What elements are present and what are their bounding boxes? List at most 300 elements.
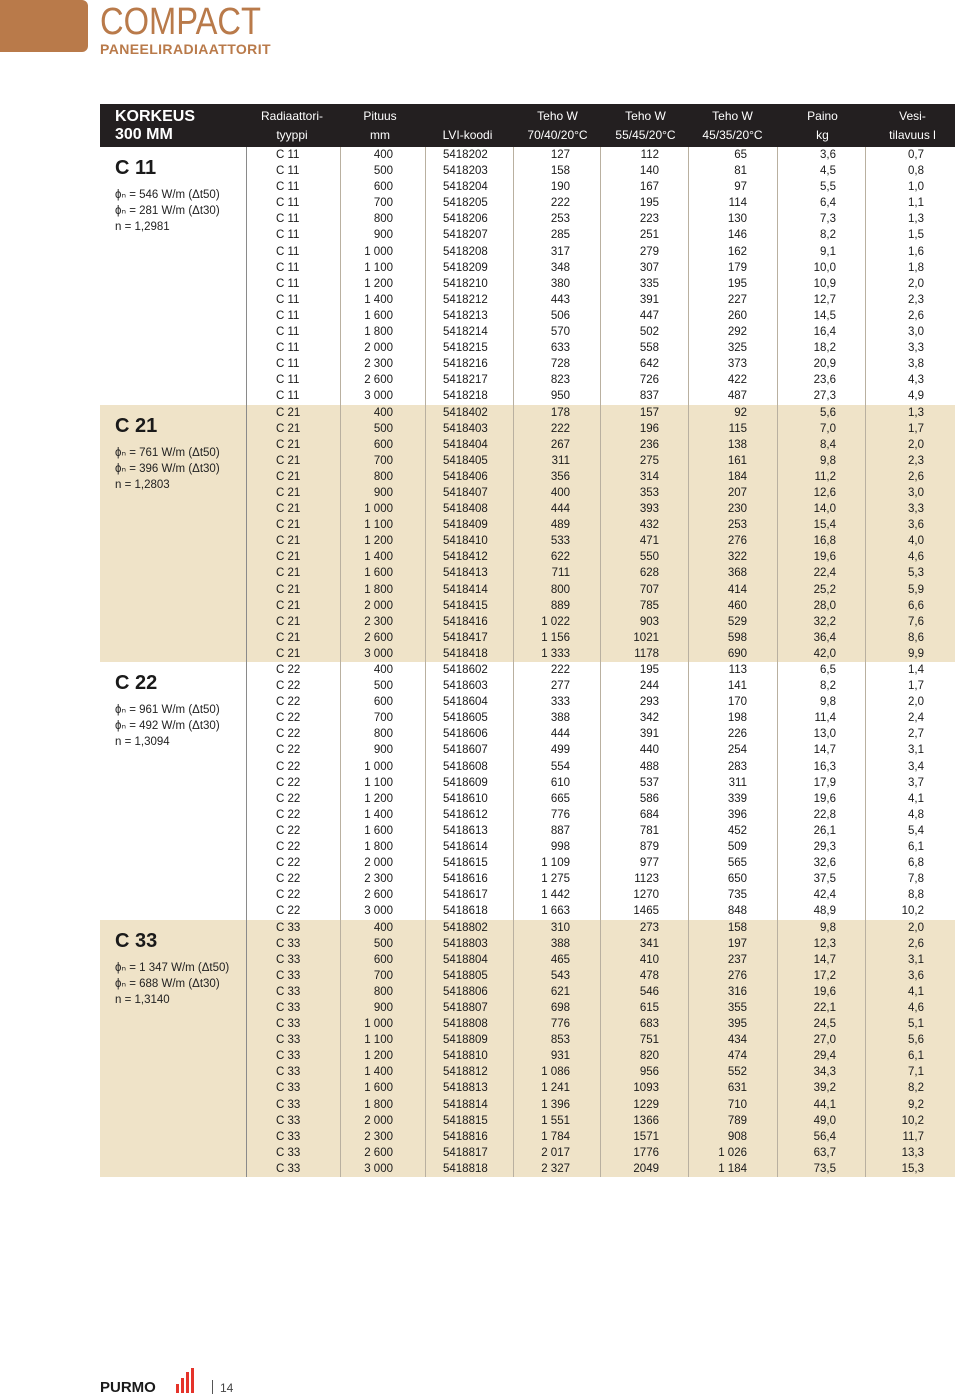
cell-length: 500	[373, 165, 393, 178]
cell-power-45: 325	[727, 342, 747, 355]
table-row	[100, 968, 955, 984]
table-row	[100, 742, 955, 758]
cell-power-70: 443	[550, 293, 570, 306]
group-spec-line1: ϕₙ = 761 W/m (Δt50)	[115, 446, 220, 459]
brand-color-block	[0, 0, 88, 52]
cell-lvi-code: 5418803	[443, 937, 488, 950]
cell-length: 1 000	[364, 1018, 393, 1031]
cell-length: 1 200	[364, 1050, 393, 1063]
cell-power-55: 726	[639, 374, 659, 387]
cell-lvi-code: 5418605	[443, 712, 488, 725]
cell-lvi-code: 5418613	[443, 824, 488, 837]
cell-power-70: 253	[550, 213, 570, 226]
cell-weight: 14,5	[813, 309, 836, 322]
cell-power-55: 1571	[633, 1130, 659, 1143]
table-row	[100, 292, 955, 308]
table-row	[100, 324, 955, 340]
cell-power-55: 615	[639, 1001, 659, 1014]
cell-type: C 11	[276, 309, 300, 322]
cell-type: C 11	[276, 213, 300, 226]
cell-power-55: 502	[639, 326, 659, 339]
cell-water-volume: 4,6	[908, 1001, 924, 1014]
cell-power-55: 195	[639, 197, 659, 210]
cell-water-volume: 3,1	[908, 744, 924, 757]
cell-length: 400	[373, 664, 393, 676]
cell-lvi-code: 5418602	[443, 664, 488, 676]
cell-lvi-code: 5418804	[443, 953, 488, 966]
cell-power-70: 622	[550, 551, 570, 564]
cell-power-55: 279	[639, 245, 659, 258]
cell-length: 1 400	[364, 808, 393, 821]
cell-power-45: 598	[727, 631, 747, 644]
cell-water-volume: 2,6	[908, 470, 924, 483]
cell-power-70: 1 551	[541, 1114, 570, 1127]
cell-power-45: 130	[727, 213, 747, 226]
cell-length: 800	[373, 470, 393, 483]
cell-power-55: 391	[639, 728, 659, 741]
cell-water-volume: 15,3	[901, 1162, 924, 1175]
cell-water-volume: 13,3	[901, 1146, 924, 1159]
cell-power-70: 1 396	[541, 1098, 570, 1111]
table-row	[100, 485, 955, 501]
cell-type: C 21	[276, 567, 301, 580]
cell-type: C 33	[276, 937, 301, 950]
cell-power-55: 342	[639, 712, 659, 725]
cell-type: C 22	[276, 728, 301, 741]
cell-power-55: 353	[639, 486, 659, 499]
cell-weight: 44,1	[813, 1098, 836, 1111]
group-spec-line1: ϕₙ = 546 W/m (Δt50)	[115, 189, 220, 201]
cell-power-55: 546	[639, 985, 659, 998]
cell-weight: 42,4	[813, 889, 836, 902]
cell-power-45: 339	[727, 792, 747, 805]
table-body	[100, 147, 955, 1177]
cell-type: C 33	[276, 1001, 301, 1014]
cell-water-volume: 7,8	[908, 873, 924, 886]
cell-lvi-code: 5418203	[443, 165, 488, 178]
cell-weight: 19,6	[813, 551, 836, 564]
cell-water-volume: 0,7	[908, 149, 924, 161]
cell-power-70: 633	[550, 342, 570, 355]
table-row	[100, 1016, 955, 1032]
page-subtitle: PANEELIRADIAATTORIT	[100, 41, 271, 57]
cell-lvi-code: 5418414	[443, 583, 488, 596]
cell-type: C 22	[276, 680, 301, 693]
group-spec-line2: ϕₙ = 492 W/m (Δt30)	[115, 720, 220, 732]
cell-power-45: 355	[727, 1001, 747, 1014]
cell-water-volume: 1,8	[908, 261, 924, 274]
cell-weight: 12,3	[813, 937, 836, 950]
cell-power-70: 1 086	[541, 1066, 570, 1079]
cell-power-70: 621	[550, 985, 570, 998]
cell-power-55: 1229	[633, 1098, 659, 1111]
cell-type: C 21	[276, 535, 301, 548]
cell-power-55: 550	[639, 551, 659, 564]
cell-power-45: 434	[727, 1034, 747, 1047]
cell-weight: 29,3	[813, 841, 836, 854]
cell-length: 3 000	[364, 647, 393, 660]
cell-power-70: 2 327	[541, 1162, 570, 1175]
cell-power-55: 447	[639, 309, 659, 322]
cell-weight: 24,5	[813, 1018, 836, 1031]
group-spec-line3: n = 1,3094	[115, 736, 170, 748]
cell-power-70: 543	[550, 969, 570, 982]
cell-type: C 11	[276, 245, 300, 258]
cell-weight: 36,4	[813, 631, 836, 644]
cell-weight: 10,9	[813, 277, 836, 290]
cell-length: 2 300	[364, 358, 393, 371]
cell-lvi-code: 5418406	[443, 470, 488, 483]
cell-weight: 37,5	[813, 873, 836, 886]
cell-type: C 33	[276, 1162, 301, 1175]
table-row	[100, 1145, 955, 1161]
cell-type: C 21	[276, 438, 301, 451]
cell-length: 2 000	[364, 599, 393, 612]
table-row	[100, 244, 955, 260]
cell-weight: 22,1	[813, 1001, 836, 1014]
cell-power-70: 444	[550, 728, 570, 741]
cell-power-45: 509	[727, 841, 747, 854]
cell-water-volume: 3,0	[908, 486, 924, 499]
cell-power-55: 410	[639, 953, 659, 966]
table-row	[100, 356, 955, 372]
cell-water-volume: 1,1	[908, 197, 924, 210]
cell-power-70: 489	[550, 519, 570, 532]
table-row	[100, 582, 955, 598]
col-header-power-70: Teho W 70/40/20°C	[527, 109, 588, 142]
cell-power-55: 488	[639, 760, 659, 773]
cell-water-volume: 3,8	[908, 358, 924, 371]
cell-power-70: 1 784	[541, 1130, 570, 1143]
cell-power-70: 931	[550, 1050, 570, 1063]
table-row	[100, 1032, 955, 1048]
table-row	[100, 388, 955, 404]
cell-length: 1 800	[364, 1098, 393, 1111]
cell-power-45: 97	[734, 181, 747, 194]
cell-power-45: 197	[727, 937, 747, 950]
table-row	[100, 791, 955, 807]
cell-type: C 21	[276, 631, 301, 644]
cell-weight: 10,0	[813, 261, 836, 274]
cell-power-70: 1 109	[541, 857, 570, 870]
cell-power-55: 2049	[633, 1162, 659, 1175]
cell-lvi-code: 5418606	[443, 728, 488, 741]
cell-weight: 19,6	[813, 792, 836, 805]
cell-power-55: 223	[639, 213, 659, 226]
cell-type: C 11	[276, 358, 300, 371]
cell-type: C 21	[276, 486, 301, 499]
cell-water-volume: 1,6	[908, 245, 924, 258]
cell-power-45: 207	[727, 486, 747, 499]
cell-water-volume: 4,9	[908, 390, 924, 403]
cell-type: C 11	[276, 181, 300, 194]
cell-power-70: 1 663	[541, 905, 570, 918]
cell-lvi-code: 5418813	[443, 1082, 488, 1095]
cell-type: C 11	[276, 165, 300, 178]
cell-weight: 39,2	[813, 1082, 836, 1095]
cell-type: C 11	[276, 374, 300, 387]
cell-weight: 28,0	[813, 599, 836, 612]
cell-type: C 21	[276, 503, 301, 516]
cell-weight: 20,9	[813, 358, 836, 371]
cell-water-volume: 3,3	[908, 342, 924, 355]
table-row	[100, 437, 955, 453]
cell-power-55: 393	[639, 503, 659, 516]
table-row	[100, 646, 955, 662]
table-row	[100, 1064, 955, 1080]
cell-power-55: 683	[639, 1018, 659, 1031]
cell-type: C 33	[276, 1066, 301, 1079]
cell-power-70: 570	[550, 326, 570, 339]
cell-power-55: 341	[639, 937, 659, 950]
cell-power-45: 260	[727, 309, 747, 322]
cell-power-55: 244	[639, 680, 659, 693]
cell-length: 2 300	[364, 1130, 393, 1143]
cell-length: 1 100	[364, 776, 393, 789]
cell-water-volume: 6,1	[908, 841, 924, 854]
cell-length: 900	[373, 1001, 393, 1014]
table-row	[100, 630, 955, 646]
cell-lvi-code: 5418208	[443, 245, 488, 258]
cell-lvi-code: 5418413	[443, 567, 488, 580]
cell-type: C 22	[276, 664, 301, 676]
cell-power-55: 837	[639, 390, 659, 403]
cell-power-45: 170	[727, 696, 747, 709]
cell-lvi-code: 5418815	[443, 1114, 488, 1127]
cell-water-volume: 5,4	[908, 824, 924, 837]
cell-power-70: 887	[550, 824, 570, 837]
cell-lvi-code: 5418417	[443, 631, 488, 644]
cell-power-55: 251	[639, 229, 659, 242]
cell-power-45: 276	[727, 535, 747, 548]
cell-power-45: 113	[728, 664, 747, 676]
cell-water-volume: 4,1	[908, 985, 924, 998]
cell-length: 1 200	[364, 792, 393, 805]
table-row	[100, 179, 955, 195]
cell-type: C 33	[276, 1050, 301, 1063]
cell-type: C 33	[276, 969, 301, 982]
cell-power-45: 141	[727, 680, 747, 693]
cell-lvi-code: 5418403	[443, 422, 488, 435]
cell-weight: 32,2	[813, 615, 836, 628]
cell-weight: 8,2	[820, 680, 836, 693]
cell-power-45: 311	[728, 776, 747, 789]
table-row	[100, 759, 955, 775]
cell-weight: 6,5	[820, 664, 836, 676]
cell-weight: 18,2	[813, 342, 836, 355]
table-row	[100, 533, 955, 549]
cell-power-45: 161	[727, 454, 747, 467]
cell-power-45: 198	[727, 712, 747, 725]
cell-length: 500	[373, 680, 393, 693]
cell-lvi-code: 5418216	[443, 358, 488, 371]
cell-water-volume: 5,3	[908, 567, 924, 580]
group-spec-line1: ϕₙ = 1 347 W/m (Δt50)	[115, 961, 230, 974]
cell-water-volume: 9,2	[908, 1098, 924, 1111]
table-row	[100, 839, 955, 855]
cell-length: 500	[373, 937, 393, 950]
cell-weight: 14,7	[813, 953, 836, 966]
page-number: 14	[220, 1381, 234, 1395]
cell-power-70: 1 275	[541, 873, 570, 886]
cell-power-55: 273	[639, 921, 659, 934]
cell-type: C 22	[276, 889, 301, 902]
cell-type: C 33	[276, 1114, 301, 1127]
cell-lvi-code: 5418807	[443, 1001, 488, 1014]
cell-power-55: 684	[639, 808, 659, 821]
cell-power-55: 1093	[633, 1082, 659, 1095]
cell-power-45: 254	[727, 744, 747, 757]
cell-length: 700	[373, 454, 393, 467]
cell-weight: 15,4	[813, 519, 836, 532]
cell-length: 1 600	[364, 1082, 393, 1095]
cell-water-volume: 2,0	[908, 696, 924, 709]
col-header-weight: Paino kg	[807, 109, 838, 142]
cell-power-55: 879	[639, 841, 659, 854]
cell-power-55: 471	[639, 535, 659, 548]
cell-length: 400	[373, 406, 393, 419]
table-row	[100, 726, 955, 742]
cell-power-45: 184	[727, 470, 747, 483]
table-row	[100, 517, 955, 533]
cell-length: 3 000	[364, 905, 393, 918]
cell-lvi-code: 5418809	[443, 1034, 488, 1047]
cell-power-45: 710	[727, 1098, 747, 1111]
cell-water-volume: 3,0	[908, 326, 924, 339]
cell-water-volume: 3,1	[908, 953, 924, 966]
cell-lvi-code: 5418214	[443, 326, 488, 339]
cell-length: 700	[373, 712, 393, 725]
cell-weight: 14,7	[813, 744, 836, 757]
table-row	[100, 421, 955, 437]
cell-length: 500	[373, 422, 393, 435]
cell-power-70: 610	[550, 776, 570, 789]
cell-power-45: 322	[727, 551, 747, 564]
cell-lvi-code: 5418614	[443, 841, 488, 854]
cell-type: C 21	[276, 406, 301, 419]
cell-water-volume: 2,0	[908, 277, 924, 290]
cell-weight: 16,4	[813, 326, 836, 339]
cell-water-volume: 7,6	[908, 615, 924, 628]
cell-power-45: 316	[727, 985, 747, 998]
cell-power-55: 440	[639, 744, 659, 757]
cell-lvi-code: 5418217	[443, 374, 488, 387]
cell-power-55: 1270	[633, 889, 659, 902]
cell-power-70: 1 156	[541, 631, 570, 644]
cell-weight: 11,2	[814, 470, 836, 483]
cell-lvi-code: 5418418	[443, 647, 488, 660]
table-row	[100, 549, 955, 565]
table-row	[100, 308, 955, 324]
cell-lvi-code: 5418407	[443, 486, 488, 499]
cell-water-volume: 1,3	[908, 213, 924, 226]
cell-lvi-code: 5418603	[443, 680, 488, 693]
cell-length: 1 200	[364, 535, 393, 548]
cell-water-volume: 2,7	[908, 728, 924, 741]
cell-lvi-code: 5418409	[443, 519, 488, 532]
col-header-water-volume: Vesi- tilavuus l	[889, 109, 936, 142]
cell-power-70: 388	[550, 712, 570, 725]
group-name: C 22	[115, 672, 158, 694]
cell-type: C 22	[276, 760, 301, 773]
cell-power-45: 227	[727, 293, 747, 306]
group-spec-line2: ϕₙ = 396 W/m (Δt30)	[115, 462, 220, 475]
table-row	[100, 710, 955, 726]
cell-length: 3 000	[364, 390, 393, 403]
table-row	[100, 260, 955, 276]
cell-type: C 21	[276, 599, 301, 612]
cell-lvi-code: 5418607	[443, 744, 488, 757]
cell-power-70: 267	[550, 438, 570, 451]
cell-length: 1 100	[364, 1034, 393, 1047]
cell-lvi-code: 5418207	[443, 229, 488, 242]
cell-water-volume: 1,7	[908, 422, 924, 435]
cell-lvi-code: 5418205	[443, 197, 488, 210]
cell-power-70: 728	[550, 358, 570, 371]
cell-lvi-code: 5418412	[443, 551, 488, 564]
cell-water-volume: 1,5	[908, 229, 924, 242]
cell-water-volume: 3,3	[908, 503, 924, 516]
cell-lvi-code: 5418616	[443, 873, 488, 886]
cell-water-volume: 4,0	[908, 535, 924, 548]
cell-type: C 11	[276, 277, 300, 290]
cell-weight: 5,6	[820, 406, 836, 419]
table-row	[100, 903, 955, 919]
cell-power-70: 444	[550, 503, 570, 516]
cell-power-55: 903	[639, 615, 659, 628]
table-row	[100, 405, 955, 421]
cell-power-70: 400	[550, 486, 570, 499]
cell-length: 2 600	[364, 889, 393, 902]
cell-length: 1 400	[364, 293, 393, 306]
cell-power-45: 1 184	[718, 1162, 747, 1175]
cell-power-70: 533	[550, 535, 570, 548]
cell-weight: 23,6	[813, 374, 836, 387]
cell-length: 900	[373, 486, 393, 499]
table-row	[100, 694, 955, 710]
cell-power-45: 460	[727, 599, 747, 612]
cell-type: C 21	[276, 422, 301, 435]
cell-lvi-code: 5418202	[443, 149, 488, 161]
cell-type: C 11	[276, 149, 300, 161]
cell-power-70: 222	[550, 197, 570, 210]
cell-length: 2 600	[364, 374, 393, 387]
cell-power-45: 146	[727, 229, 747, 242]
cell-power-70: 698	[550, 1001, 570, 1014]
cell-type: C 22	[276, 905, 301, 918]
cell-weight: 49,0	[813, 1114, 836, 1127]
cell-power-45: 631	[727, 1082, 747, 1095]
cell-type: C 22	[276, 873, 301, 886]
cell-power-45: 474	[727, 1050, 747, 1063]
cell-power-70: 2 017	[541, 1146, 570, 1159]
cell-power-55: 1465	[633, 905, 659, 918]
cell-power-45: 226	[727, 728, 747, 741]
cell-weight: 48,9	[813, 905, 836, 918]
cell-power-45: 422	[727, 374, 747, 387]
cell-weight: 63,7	[813, 1146, 836, 1159]
cell-lvi-code: 5418206	[443, 213, 488, 226]
table-row	[100, 1161, 955, 1177]
cell-water-volume: 5,1	[908, 1018, 924, 1031]
col-header-length: Pituus mm	[363, 109, 397, 142]
cell-type: C 22	[276, 857, 301, 870]
cell-length: 600	[373, 953, 393, 966]
cell-power-70: 554	[550, 760, 570, 773]
cell-power-55: 432	[639, 519, 659, 532]
table-row	[100, 147, 955, 163]
cell-weight: 9,8	[820, 454, 836, 467]
